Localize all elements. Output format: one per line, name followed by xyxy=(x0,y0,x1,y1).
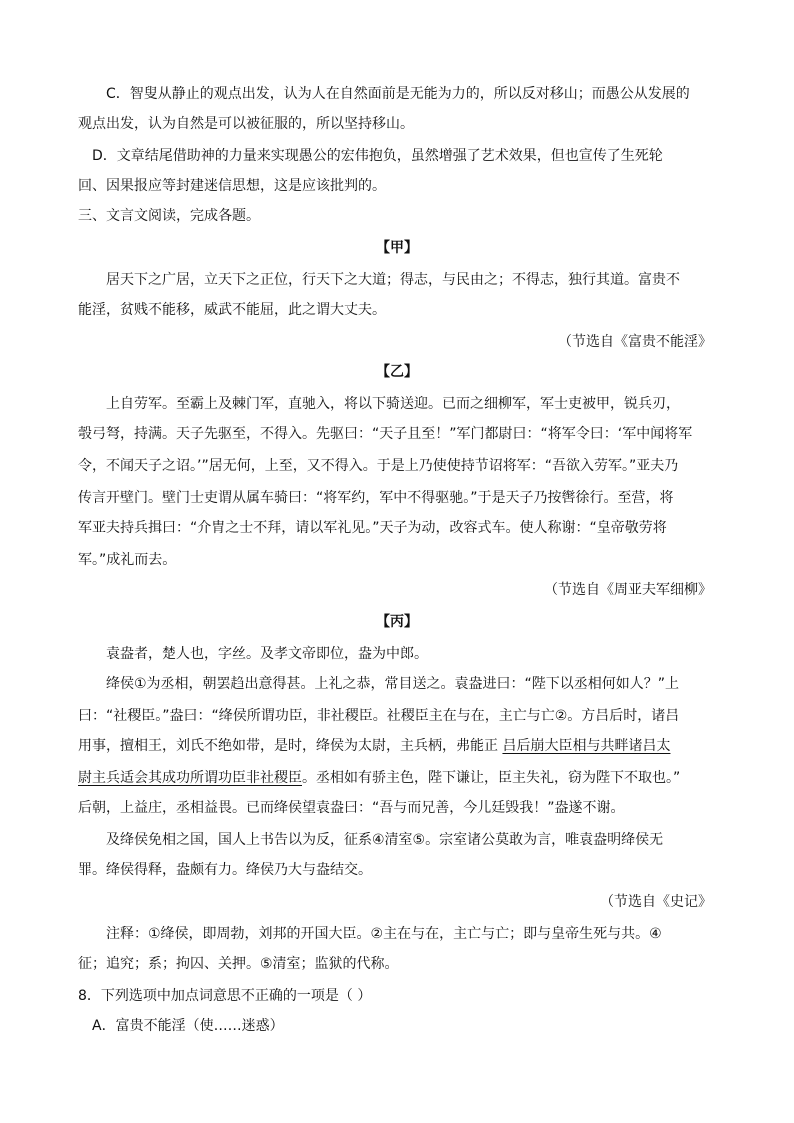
passage-yi-line: 上自劳军。至霸上及棘门军，直驰入，将以下骑送迎。已而之细柳军，军士吏被甲，锐兵刃， xyxy=(106,396,680,412)
underlined-sentence: 尉主兵适会其成功所谓功臣非社稷臣 xyxy=(78,770,302,786)
passage-bing-line: 罪。绛侯得释，盎颇有力。绛侯乃大与盎结交。 xyxy=(78,862,372,878)
option-a: A．富贵不能淫（使……迷惑） xyxy=(92,1018,284,1034)
passage-yi-source: （节选自《周亚夫军细柳》 xyxy=(544,582,712,598)
passage-jia-line: 能淫，贫贱不能移，威武不能屈，此之谓大丈夫。 xyxy=(78,302,386,318)
passage-bing-title: 【丙】 xyxy=(376,614,418,630)
passage-bing-line: 后朝，上益庄，丞相益畏。已而绛侯望袁盎曰：“吾与而兄善，今儿廷毁我！”盎遂不谢。 xyxy=(78,800,625,816)
passage-yi-line: 彀弓弩，持满。天子先驱至，不得入。先驱曰：“天子且至！”军门都尉曰：“将军令曰：‘军中闻将军 xyxy=(78,426,693,442)
passage-yi-title: 【乙】 xyxy=(376,364,418,380)
passage-jia-source: （节选自《富贵不能淫》 xyxy=(558,334,712,350)
section-heading: 三、文言文阅读，完成各题。 xyxy=(78,208,260,224)
passage-bing-line xyxy=(78,768,718,788)
passage-bing-line: 及绛侯免相之国，国人上书告以为反，征系④清室⑤。宗室诸公莫敢为言，唯袁盎明绛侯无 xyxy=(106,832,664,848)
notes-line: 征；追究；系；拘囚、关押。⑤清室；监狱的代称。 xyxy=(78,956,399,972)
passage-bing-line: 曰：“社稷臣。”盎曰：“绛侯所谓功臣，非社稷臣。社稷臣主在与在，主亡与亡②。方吕后时，诸吕 xyxy=(78,708,680,724)
passage-text: 用事，擅相王，刘氏不绝如带，是时，绛侯为太尉，主兵柄，弗能正 xyxy=(78,738,498,754)
underlined-sentence: 吕后崩大臣相与共畔诸吕太 xyxy=(502,738,671,754)
passage-bing-line xyxy=(78,736,718,756)
passage-jia-title: 【甲】 xyxy=(376,240,418,256)
passage-yi-line: 军亚夫持兵揖曰：“介胄之士不拜，请以军礼见。”天子为动，改容式车。使人称谢：“皇帝敬劳将 xyxy=(78,520,667,536)
option-d-line-2: 回、因果报应等封建迷信思想，这是应该批判的。 xyxy=(78,178,386,194)
option-c-line-2: 观点出发，认为自然是可以被征服的，所以坚持移山。 xyxy=(78,116,414,132)
passage-text: 。丞相如有骄主色，陛下谦让，臣主失礼，窃为陛下不取也。” xyxy=(302,770,681,786)
passage-bing-source: （节选自《史记》 xyxy=(600,894,712,910)
option-c-line-1: C．智叟从静止的观点出发，认为人在自然面前是无能为力的，所以反对移山；而愚公从发展的 xyxy=(106,86,690,102)
passage-yi-line: 令，不闻天子之诏。’”居无何，上至，又不得入。于是上乃使使持节诏将军：“吾欲入劳军。”亚夫乃 xyxy=(78,458,679,474)
passage-bing-line: 绛侯①为丞相，朝罢趋出意得甚。上礼之恭，常目送之。袁盎进曰：“陛下以丞相何如人？”上 xyxy=(106,676,680,692)
notes-line: 注释：①绛侯，即周勃，刘邦的开国大臣。②主在与在，主亡与亡；即与皇帝生死与共。④ xyxy=(106,926,662,942)
option-d-line-1: D．文章结尾借助神的力量来实现愚公的宏伟抱负，虽然增强了艺术效果，但也宣传了生死轮 xyxy=(92,148,663,164)
question-8: 8．下列选项中加点词意思不正确的一项是（ ） xyxy=(78,988,372,1004)
passage-yi-line: 军。”成礼而去。 xyxy=(78,552,177,568)
passage-jia-line: 居天下之广居，立天下之正位，行天下之大道；得志，与民由之；不得志，独行其道。富贵不 xyxy=(106,272,680,288)
passage-yi-line: 传言开壁门。壁门士吏谓从属车骑曰：“将军约，军中不得驱驰。”于是天子乃按辔徐行。至营，将 xyxy=(78,490,674,506)
passage-bing-line: 袁盎者，楚人也，字丝。及孝文帝即位，盎为中郎。 xyxy=(106,646,428,662)
